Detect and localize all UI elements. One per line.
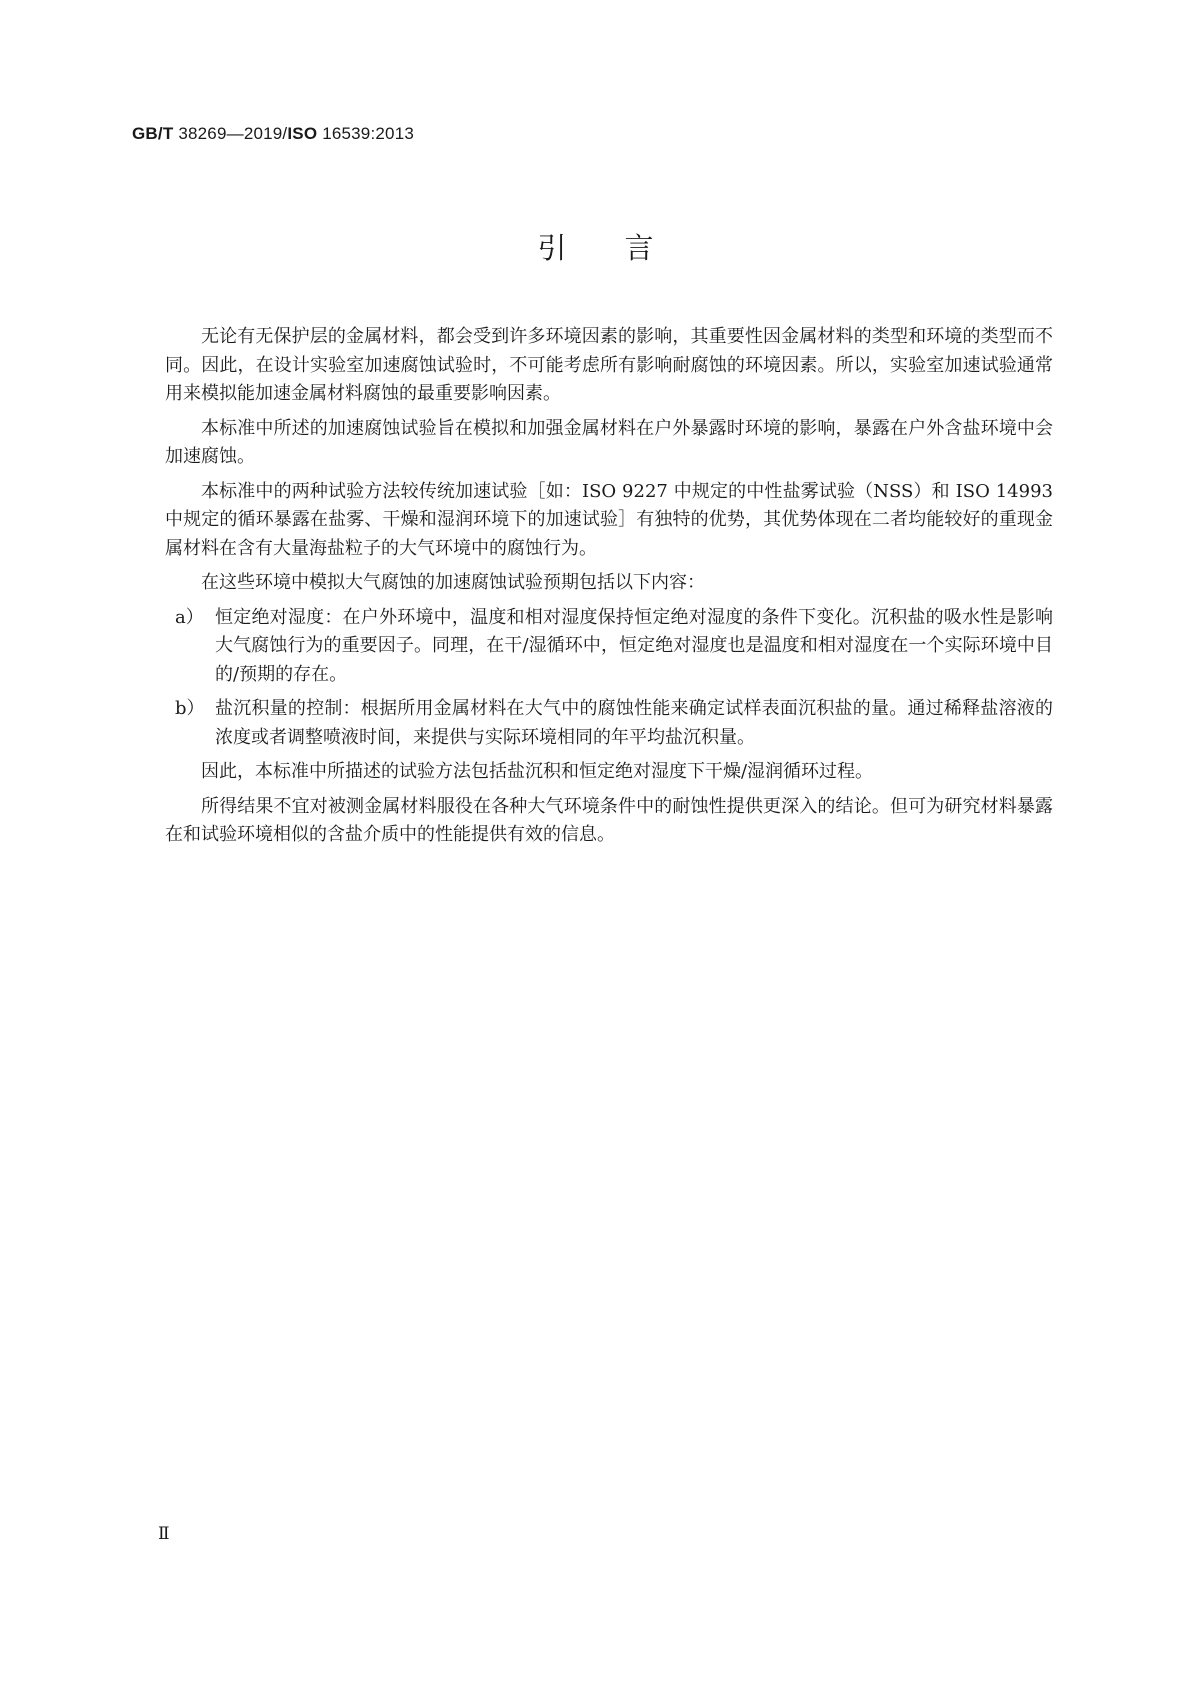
- header-code-part-4: 16539:2013: [317, 124, 415, 143]
- header-code-part-2: 38269—2019/: [173, 124, 288, 143]
- list-item-a: [165, 604, 1053, 690]
- paragraph-6: 所得结果不宜对被测金属材料服役在各种大气环境条件中的耐蚀性提供更深入的结论。但可为研究材料暴露在和试验环境相似的含盐介质中的性能提供有效的信息。: [165, 795, 1053, 845]
- page-number: Ⅱ: [158, 1524, 170, 1544]
- paragraph-3: 本标准中的两种试验方法较传统加速试验［如：ISO 9227 中规定的中性盐雾试验（NSS）和 ISO 14993 中规定的循环暴露在盐雾、干燥和湿润环境下的加速试验］有独特的优势，其优势体现在二者均能较好的重现金属材料在含有大量海盐粒子的大气环境中的腐蚀行为。: [165, 480, 1053, 559]
- list-item-a-text: 恒定绝对湿度：在户外环境中，温度和相对湿度保持恒定绝对湿度的条件下变化。沉积盐的吸水性是影响大气腐蚀行为的重要因子。同理，在干/湿循环中，恒定绝对湿度也是温度和相对湿度在一个实际环境中目的/预期的存在。: [215, 606, 1053, 685]
- paragraph-2: 本标准中所述的加速腐蚀试验旨在模拟和加强金属材料在户外暴露时环境的影响，暴露在户外含盐环境中会加速腐蚀。: [165, 417, 1053, 467]
- list-marker-a: a）: [175, 606, 204, 628]
- list-item-b: [165, 695, 1053, 752]
- header-code-part-1: GB/T: [132, 124, 174, 143]
- document-body: [165, 323, 1053, 856]
- page-title: 引言: [537, 231, 712, 265]
- list-item-b-text: 盐沉积量的控制：根据所用金属材料在大气中的腐蚀性能来确定试样表面沉积盐的量。通过稀释盐溶液的浓度或者调整喷液时间，来提供与实际环境相同的年平均盐沉积量。: [215, 698, 1053, 748]
- header-code-part-3: ISO: [287, 124, 318, 143]
- paragraph-4: 在这些环境中模拟大气腐蚀的加速腐蚀试验预期包括以下内容：: [201, 572, 705, 593]
- paragraph-5: 因此，本标准中所描述的试验方法包括盐沉积和恒定绝对湿度下干燥/湿润循环过程。: [201, 761, 874, 782]
- list-marker-b: b）: [175, 698, 205, 719]
- paragraph-1: 无论有无保护层的金属材料，都会受到许多环境因素的影响，其重要性因金属材料的类型和环境的类型而不同。因此，在设计实验室加速腐蚀试验时，不可能考虑所有影响耐腐蚀的环境因素。所以，实验室加速试验通常用来模拟能加速金属材料腐蚀的最重要影响因素。: [165, 326, 1053, 404]
- standard-number-header: [132, 124, 414, 144]
